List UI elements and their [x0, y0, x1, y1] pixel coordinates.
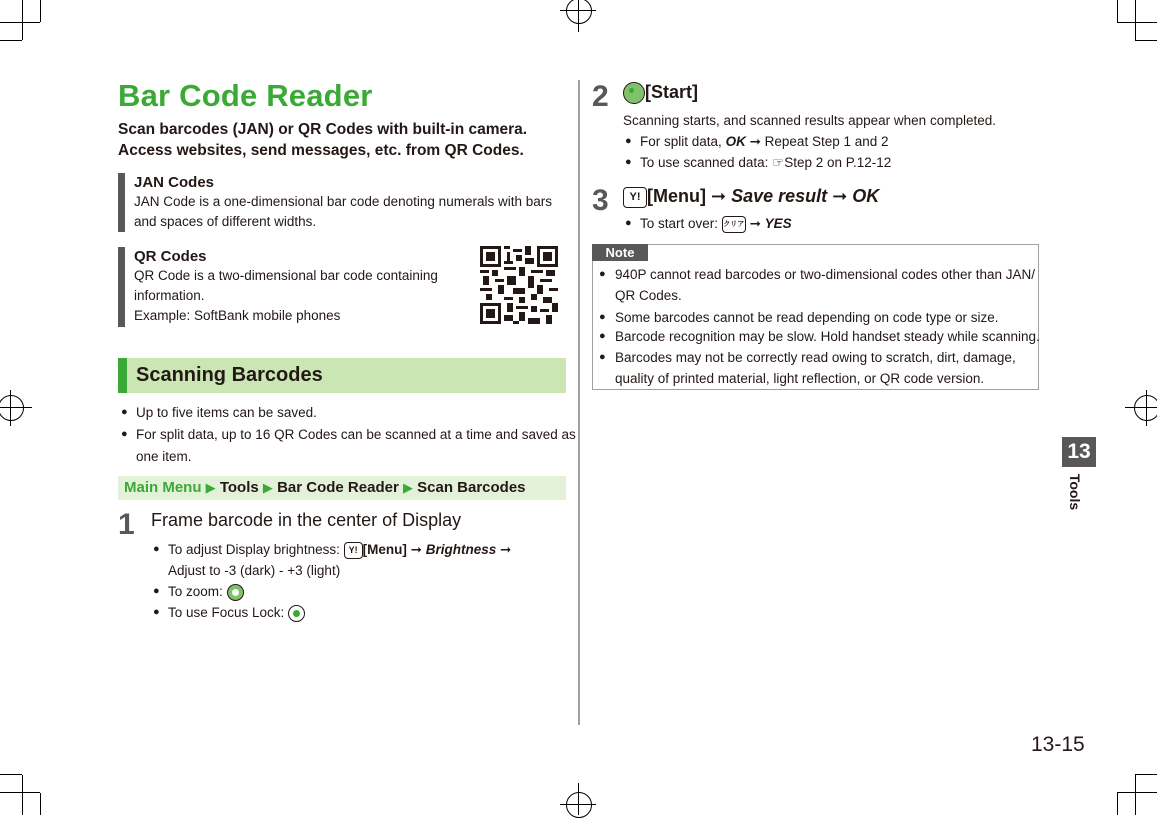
arrow-icon: ➞	[832, 186, 848, 206]
step-2-number: 2	[592, 80, 609, 113]
arrow-icon: ➞	[410, 542, 422, 557]
step-2-description: Scanning starts, and scanned results appear when completed.	[623, 113, 996, 128]
note-item-4: ● Barcodes may not be correctly read owing to scratch, dirt, damage,	[599, 350, 1016, 365]
page-subtitle: Scan barcodes (JAN) or QR Codes with built-in camera. Access websites, send messages, etc. from QR Codes.	[118, 121, 528, 159]
section-title: Scanning Barcodes	[136, 364, 323, 386]
note-item-3: ● Barcode recognition may be slow. Hold handset steady while scanning.	[599, 329, 1040, 344]
nav-arrow-icon: ▶	[205, 480, 216, 495]
jan-codes-block	[118, 173, 564, 232]
page-number: 13-15	[1031, 733, 1085, 756]
shutter-key-icon	[288, 605, 305, 622]
column-divider	[578, 80, 580, 725]
nav-scan-barcodes: Scan Barcodes	[417, 479, 526, 496]
intro-bullet-2: ● For split data, up to 16 QR Codes can be scanned at a time and saved as	[121, 427, 576, 442]
qr-codes-block	[118, 247, 464, 327]
jan-line-2: and spaces of different widths.	[134, 214, 317, 229]
note-item-2: ● Some barcodes cannot be read depending on code type or size.	[599, 310, 999, 325]
step-2-bullet-1: ● For split data, OK ➞ Repeat Step 1 and 2	[625, 134, 889, 149]
arrow-icon: ➞	[749, 134, 761, 149]
yahoo-key-icon: Y!	[344, 542, 363, 559]
section-header	[118, 358, 566, 393]
clear-key-icon: クリア	[722, 216, 746, 233]
nav-main-menu: Main Menu	[124, 479, 202, 496]
chapter-tab-number: 13	[1062, 437, 1096, 467]
intro-bullet-1: ● Up to five items can be saved.	[121, 405, 317, 420]
qr-heading: QR Codes	[134, 248, 207, 265]
note-item-4-cont: quality of printed material, light reflection, or QR code version.	[615, 371, 985, 386]
step-2-bullet-2: ● To use scanned data: ☞Step 2 on P.12-12	[625, 155, 892, 170]
qr-line-3: Example: SoftBank mobile phones	[134, 308, 341, 323]
note-label: Note	[592, 244, 648, 261]
side-key-icon	[227, 584, 244, 601]
step-3-bullet-1: ● To start over: クリア ➞ YES	[625, 216, 792, 231]
arrow-icon: ➞	[749, 216, 761, 231]
step-1-bullet-1: ● To adjust Display brightness: Y! [Menu] ➞ Brightness ➞	[153, 542, 512, 557]
step-3-title: Y! [Menu] ➞ Save result ➞ OK	[623, 186, 879, 208]
step-1-bullet-3: ● To use Focus Lock:	[153, 602, 305, 623]
nav-arrow-icon: ▶	[262, 480, 273, 495]
nav-bar-code-reader: Bar Code Reader	[277, 479, 399, 496]
note-item-1-cont: QR Codes.	[615, 288, 682, 303]
arrow-icon: ➞	[499, 542, 512, 557]
menu-path	[124, 479, 526, 496]
qr-code-image	[480, 246, 558, 324]
chapter-tab-label: Tools	[1067, 473, 1084, 511]
yahoo-key-icon: Y!	[623, 187, 647, 208]
page-title: Bar Code Reader	[118, 78, 373, 113]
step-1-text: Frame barcode in the center of Display	[151, 510, 462, 530]
center-key-icon	[623, 82, 645, 104]
step-3-number: 3	[592, 184, 609, 217]
nav-arrow-icon: ▶	[402, 480, 413, 495]
step-1-bullet-1-cont: Adjust to -3 (dark) - +3 (light)	[168, 563, 341, 578]
note-box	[592, 244, 1039, 390]
intro-bullet-2-cont: one item.	[136, 449, 192, 464]
arrow-icon: ➞	[711, 186, 727, 206]
step-1-number: 1	[118, 508, 135, 541]
qr-line-1: QR Code is a two-dimensional bar code containing	[134, 268, 438, 283]
note-item-1: ● 940P cannot read barcodes or two-dimensional codes other than JAN/	[599, 267, 1036, 282]
qr-line-2: information.	[134, 288, 205, 303]
reference-pointer-icon: ☞	[772, 155, 785, 170]
menu-path-bar	[118, 476, 566, 500]
jan-heading: JAN Codes	[134, 174, 215, 191]
nav-tools: Tools	[219, 479, 259, 496]
jan-line-1: JAN Code is a one-dimensional bar code denoting numerals with bars	[134, 194, 552, 209]
step-2-title: [Start]	[623, 82, 698, 104]
step-1-bullet-2: ● To zoom:	[153, 581, 244, 602]
